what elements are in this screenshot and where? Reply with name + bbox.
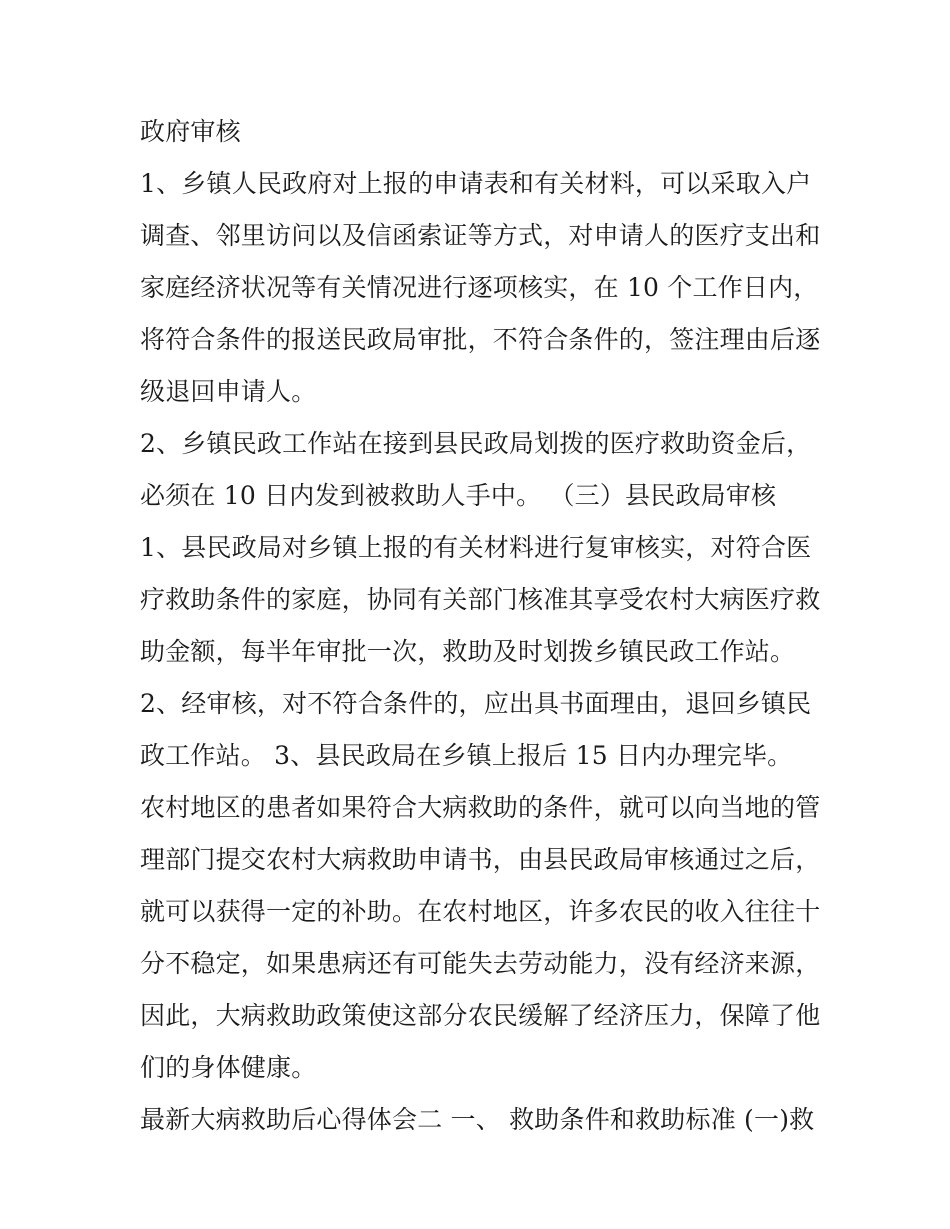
paragraph-line: 理部门提交农村大病救助申请书，由县民政局审核通过之后， <box>140 845 821 874</box>
paragraph-line: 调查、邻里访问以及信函索证等方式，对申请人的医疗支出和 <box>140 221 821 250</box>
paragraph-line: 必须在 10 日内发到被救助人手中。 （三）县民政局审核 <box>140 481 777 510</box>
paragraph-line: 1、乡镇人民政府对上报的申请表和有关材料，可以采取入户 <box>140 169 812 198</box>
paragraph-line: 们的身体健康。 <box>140 1053 317 1082</box>
paragraph-line: 疗救助条件的家庭，协同有关部门核准其享受农村大病医疗救 <box>140 585 821 614</box>
document-body <box>140 106 820 1146</box>
paragraph-line: 农村地区的患者如果符合大病救助的条件，就可以向当地的管 <box>140 793 821 822</box>
paragraph-line: 助金额，每半年审批一次，救助及时划拨乡镇民政工作站。 <box>140 637 796 666</box>
paragraph-line: 政府审核 <box>140 117 241 146</box>
paragraph-line: 分不稳定，如果患病还有可能失去劳动能力，没有经济来源， <box>140 949 821 978</box>
paragraph-line: 家庭经济状况等有关情况进行逐项核实，在 10 个工作日内， <box>140 273 819 302</box>
paragraph-line: 2、经审核，对不符合条件的，应出具书面理由，退回乡镇民 <box>140 689 812 718</box>
paragraph-line: 就可以获得一定的补助。在农村地区，许多农民的收入往往十 <box>140 897 821 926</box>
paragraph-line: 因此，大病救助政策使这部分农民缓解了经济压力，保障了他 <box>140 1001 821 1030</box>
paragraph-line: 级退回申请人。 <box>140 377 317 406</box>
paragraph-line: 1、县民政局对乡镇上报的有关材料进行复审核实，对符合医 <box>140 533 812 562</box>
paragraph-line: 最新大病救助后心得体会二 一、 救助条件和救助标准 (一)救 <box>140 1105 815 1134</box>
paragraph-line: 将符合条件的报送民政局审批，不符合条件的，签注理由后逐 <box>140 325 821 354</box>
paragraph-line: 政工作站。 3、县民政局在乡镇上报后 15 日内办理完毕。 <box>140 741 793 770</box>
paragraph-line: 2、乡镇民政工作站在接到县民政局划拨的医疗救助资金后， <box>140 429 812 458</box>
